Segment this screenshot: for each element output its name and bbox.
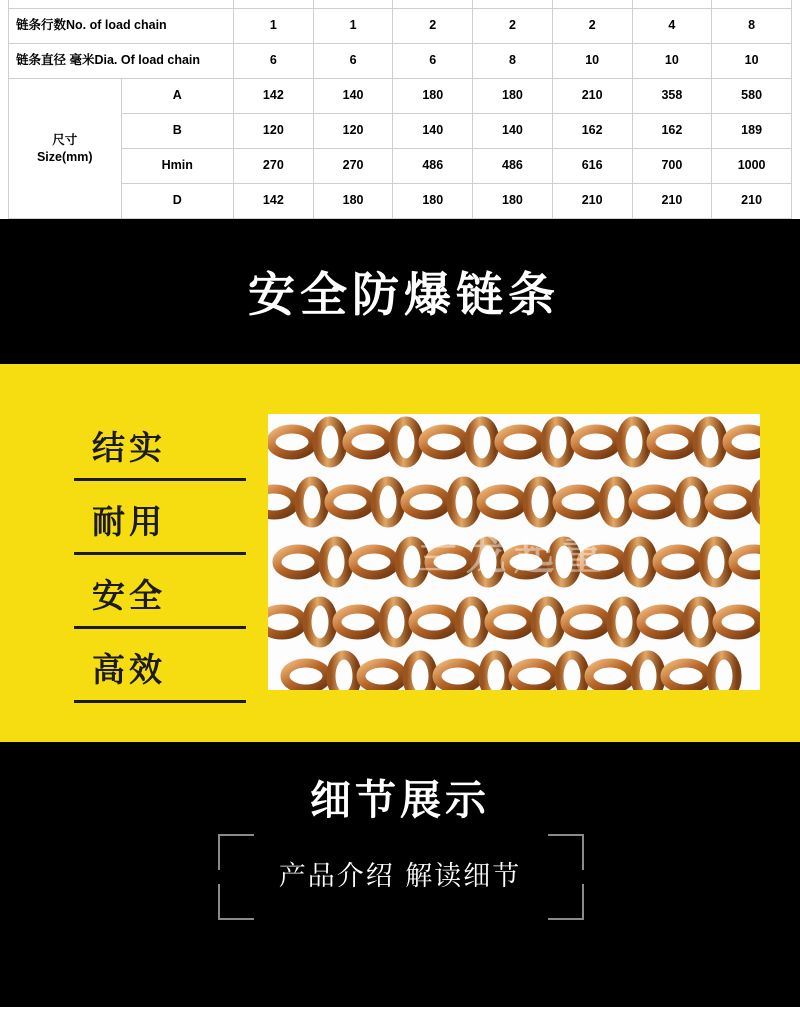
table-cell: 486 — [473, 149, 553, 184]
banner-title: 安全防爆链条 — [248, 268, 560, 323]
detail-showcase-section — [0, 742, 800, 1007]
table-cell: 140 — [473, 114, 553, 149]
table-cell: 486 — [393, 149, 473, 184]
table-cell: 8 — [473, 44, 553, 79]
specification-table — [8, 0, 792, 219]
table-cell: 270 — [313, 149, 393, 184]
table-cell: 270 — [234, 149, 314, 184]
table-cell: 1 — [313, 9, 393, 44]
table-cell: 180 — [393, 79, 473, 114]
table-cell: 180 — [473, 79, 553, 114]
table-cell: 616 — [552, 149, 632, 184]
table-cell: 180 — [393, 184, 473, 219]
table-cell: 140 — [393, 114, 473, 149]
table-cell: 6 — [393, 44, 473, 79]
table-cell: 210 — [552, 184, 632, 219]
table-row — [9, 9, 792, 44]
table-cell: 189 — [712, 114, 792, 149]
chain-illustration — [268, 414, 760, 690]
size-group-label — [9, 79, 122, 219]
table-cell: 6 — [234, 44, 314, 79]
feature-item: 高效 — [74, 638, 246, 703]
table-cell: 10 — [712, 44, 792, 79]
row-label: 链条行数No. of load chain — [9, 9, 234, 44]
feature-item: 耐用 — [74, 490, 246, 555]
size-label-line2: Size(mm) — [36, 149, 93, 164]
table-cell: 120 — [234, 114, 314, 149]
table-cell: 2 — [473, 9, 553, 44]
detail-subtitle: 产品介绍 解读细节 — [278, 861, 522, 892]
table-row — [9, 114, 792, 149]
specification-table-section — [0, 0, 800, 219]
table-cell: 210 — [712, 184, 792, 219]
feature-list — [74, 416, 246, 712]
table-cell: 4 — [632, 9, 712, 44]
size-label-line1: 尺寸 — [52, 133, 78, 148]
table-cell: 2 — [393, 9, 473, 44]
chain-product-photo — [268, 414, 760, 690]
features-section — [0, 364, 800, 742]
size-row-name: D — [121, 184, 234, 219]
feature-item: 安全 — [74, 564, 246, 629]
table-row — [9, 79, 792, 114]
table-cell: 162 — [552, 114, 632, 149]
table-cell: 1000 — [712, 149, 792, 184]
table-cell: 210 — [552, 79, 632, 114]
table-cell: 142 — [234, 79, 314, 114]
table-cell: 6 — [313, 44, 393, 79]
table-cell: 10 — [552, 44, 632, 79]
table-row — [9, 44, 792, 79]
table-row — [9, 149, 792, 184]
table-cell: 210 — [632, 184, 712, 219]
table-cell: 180 — [473, 184, 553, 219]
table-row — [9, 184, 792, 219]
row-label: 链条直径 毫米Dia. Of load chain — [9, 44, 234, 79]
photo-watermark: 兰龙起重 — [418, 532, 610, 579]
table-cell: 10 — [632, 44, 712, 79]
table-cell: 140 — [313, 79, 393, 114]
size-row-name: A — [121, 79, 234, 114]
table-cell: 358 — [632, 79, 712, 114]
feature-item: 结实 — [74, 416, 246, 481]
size-row-name: Hmin — [121, 149, 234, 184]
table-cell: 120 — [313, 114, 393, 149]
table-cell: 580 — [712, 79, 792, 114]
banner-black-section — [0, 219, 800, 364]
detail-title: 细节展示 — [310, 776, 490, 824]
table-cell: 162 — [632, 114, 712, 149]
table-cell: 180 — [313, 184, 393, 219]
table-top-partial-row — [9, 0, 792, 9]
table-cell: 700 — [632, 149, 712, 184]
size-row-name: B — [121, 114, 234, 149]
table-cell: 142 — [234, 184, 314, 219]
table-cell: 1 — [234, 9, 314, 44]
table-cell: 8 — [712, 9, 792, 44]
table-cell: 2 — [552, 9, 632, 44]
